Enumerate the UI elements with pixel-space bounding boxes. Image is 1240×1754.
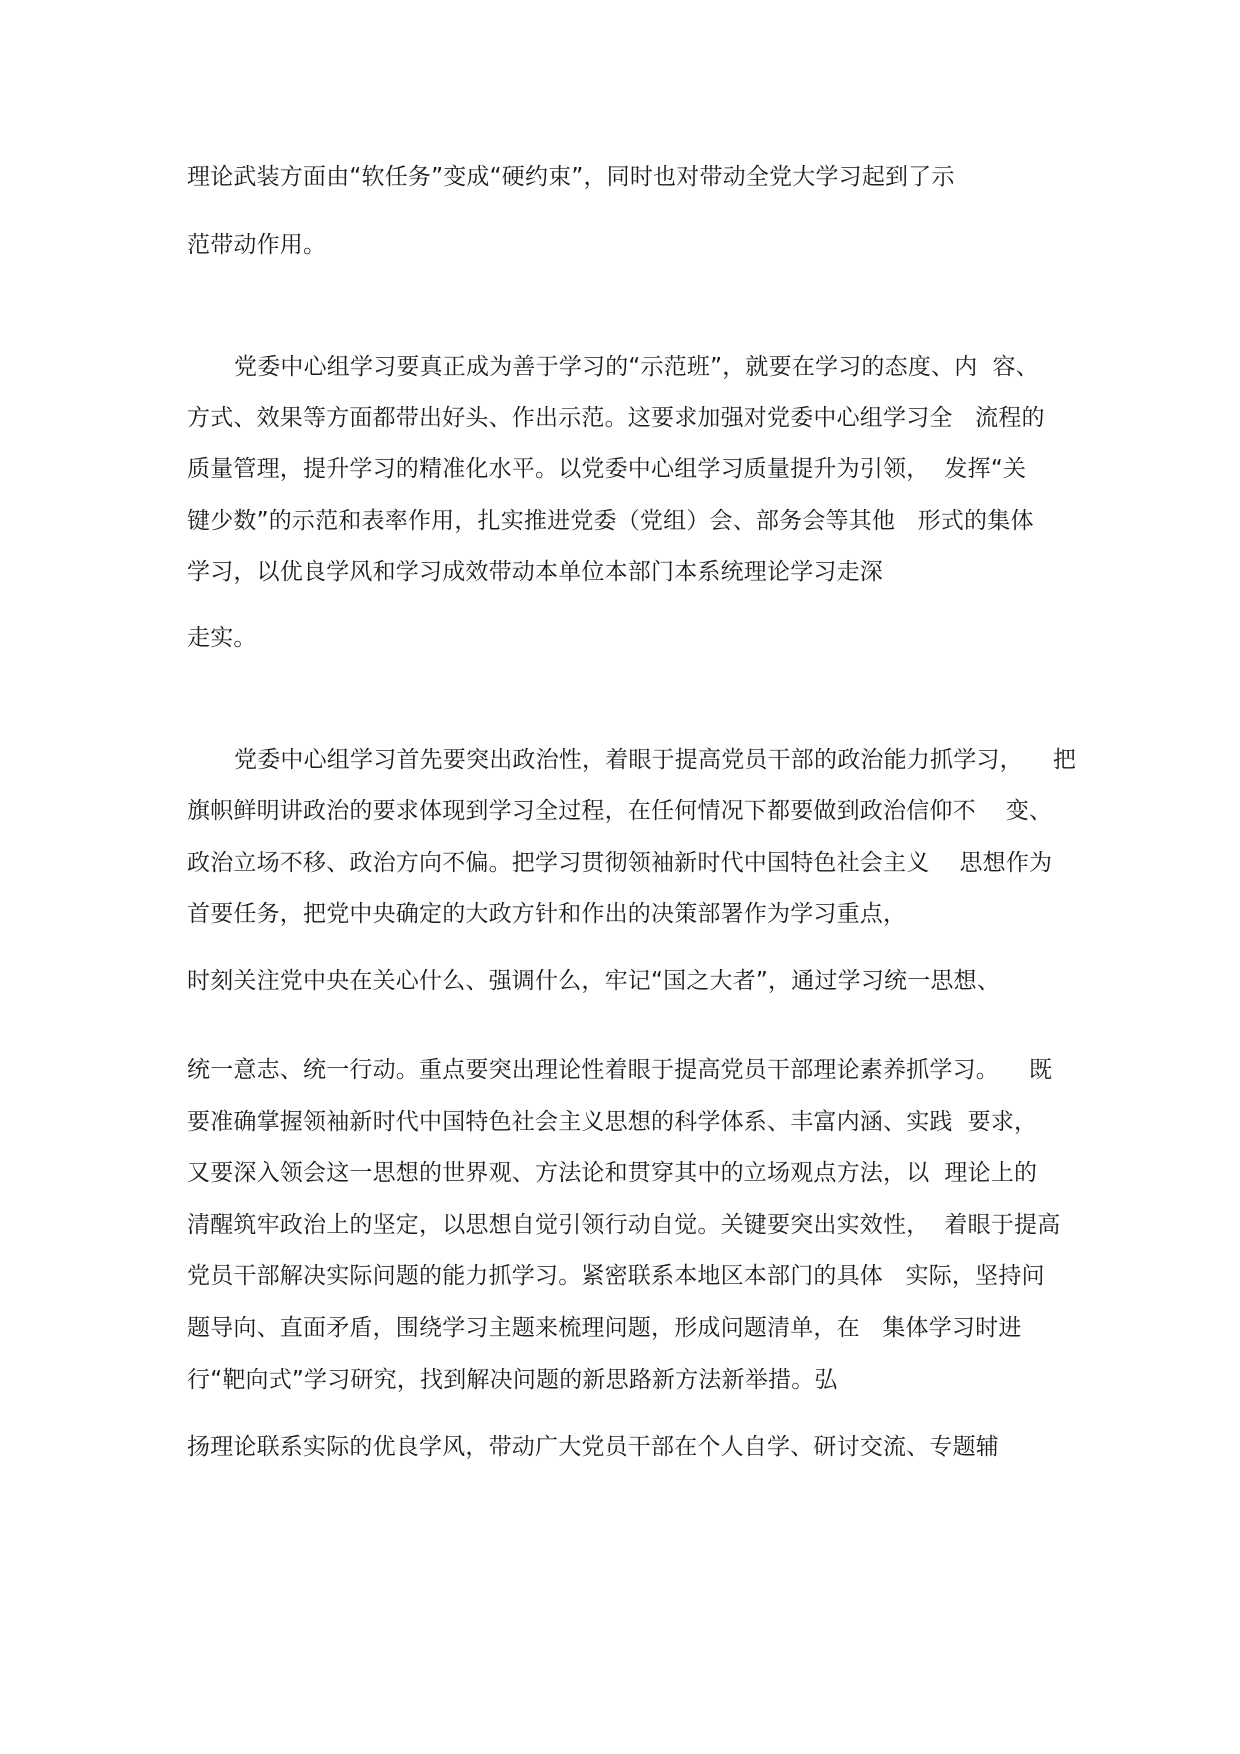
paragraph-3-line-8: 又要深入领会这一思想的世界观、方法论和贯穿其中的立场观点方法，以 理论上的	[187, 1160, 1038, 1186]
paragraph-3-line-12: 行“靶向式”学习研究，找到解决问题的新思路新方法新举措。弘	[187, 1367, 838, 1393]
paragraph-3-line-13: 扬理论联系实际的优良学风，带动广大党员干部在个人自学、研讨交流、专题辅	[187, 1434, 999, 1460]
paragraph-2-line-2: 方式、效果等方面都带出好头、作出示范。这要求加强对党委中心组学习全 流程的	[187, 405, 1045, 431]
paragraph-2-line-3: 质量管理，提升学习的精准化水平。以党委中心组学习质量提升为引领， 发挥“关	[187, 456, 1027, 482]
paragraph-3-line-9: 清醒筑牢政治上的坚定，以思想自觉引领行动自觉。关键要突出实效性， 着眼于提高	[187, 1212, 1061, 1238]
paragraph-3-line-2: 旗帜鲜明讲政治的要求体现到学习全过程，在任何情况下都要做到政治信仰不 变、	[187, 798, 1053, 824]
paragraph-3-line-4: 首要任务，把党中央确定的大政方针和作出的决策部署作为学习重点，	[187, 901, 907, 927]
paragraph-2-line-6: 走实。	[187, 625, 257, 651]
paragraph-2-line-1: 党委中心组学习要真正成为善于学习的“示范班”，就要在学习的态度、内 容、	[234, 354, 1039, 380]
paragraph-2-line-5: 学习，以优良学风和学习成效带动本单位本部门本系统理论学习走深	[187, 559, 883, 585]
paragraph-1-line-1: 理论武装方面由“软任务”变成“硬约束”，同时也对带动全党大学习起到了示	[187, 164, 955, 190]
paragraph-3-line-3: 政治立场不移、政治方向不偏。把学习贯彻领袖新时代中国特色社会主义 思想作为	[187, 850, 1053, 876]
paragraph-3-line-10: 党员干部解决实际问题的能力抓学习。紧密联系本地区本部门的具体 实际，坚持问	[187, 1263, 1045, 1289]
paragraph-3-line-11: 题导向、直面矛盾，围绕学习主题来梳理问题，形成问题清单，在 集体学习时进	[187, 1315, 1022, 1341]
paragraph-3-line-5: 时刻关注党中央在关心什么、强调什么，牢记“国之大者”，通过学习统一思想、	[187, 968, 1001, 994]
paragraph-3-line-1: 党委中心组学习首先要突出政治性，着眼于提高党员干部的政治能力抓学习， 把	[234, 747, 1077, 773]
paragraph-3-line-6: 统一意志、统一行动。重点要突出理论性着眼于提高党员干部理论素养抓学习。 既	[187, 1057, 1053, 1083]
paragraph-2-line-4: 键少数”的示范和表率作用，扎实推进党委（党组）会、部务会等其他 形式的集体	[187, 508, 1034, 534]
paragraph-3-line-7: 要准确掌握领袖新时代中国特色社会主义思想的科学体系、丰富内涵、实践 要求，	[187, 1109, 1038, 1135]
paragraph-1-line-2: 范带动作用。	[187, 232, 327, 258]
